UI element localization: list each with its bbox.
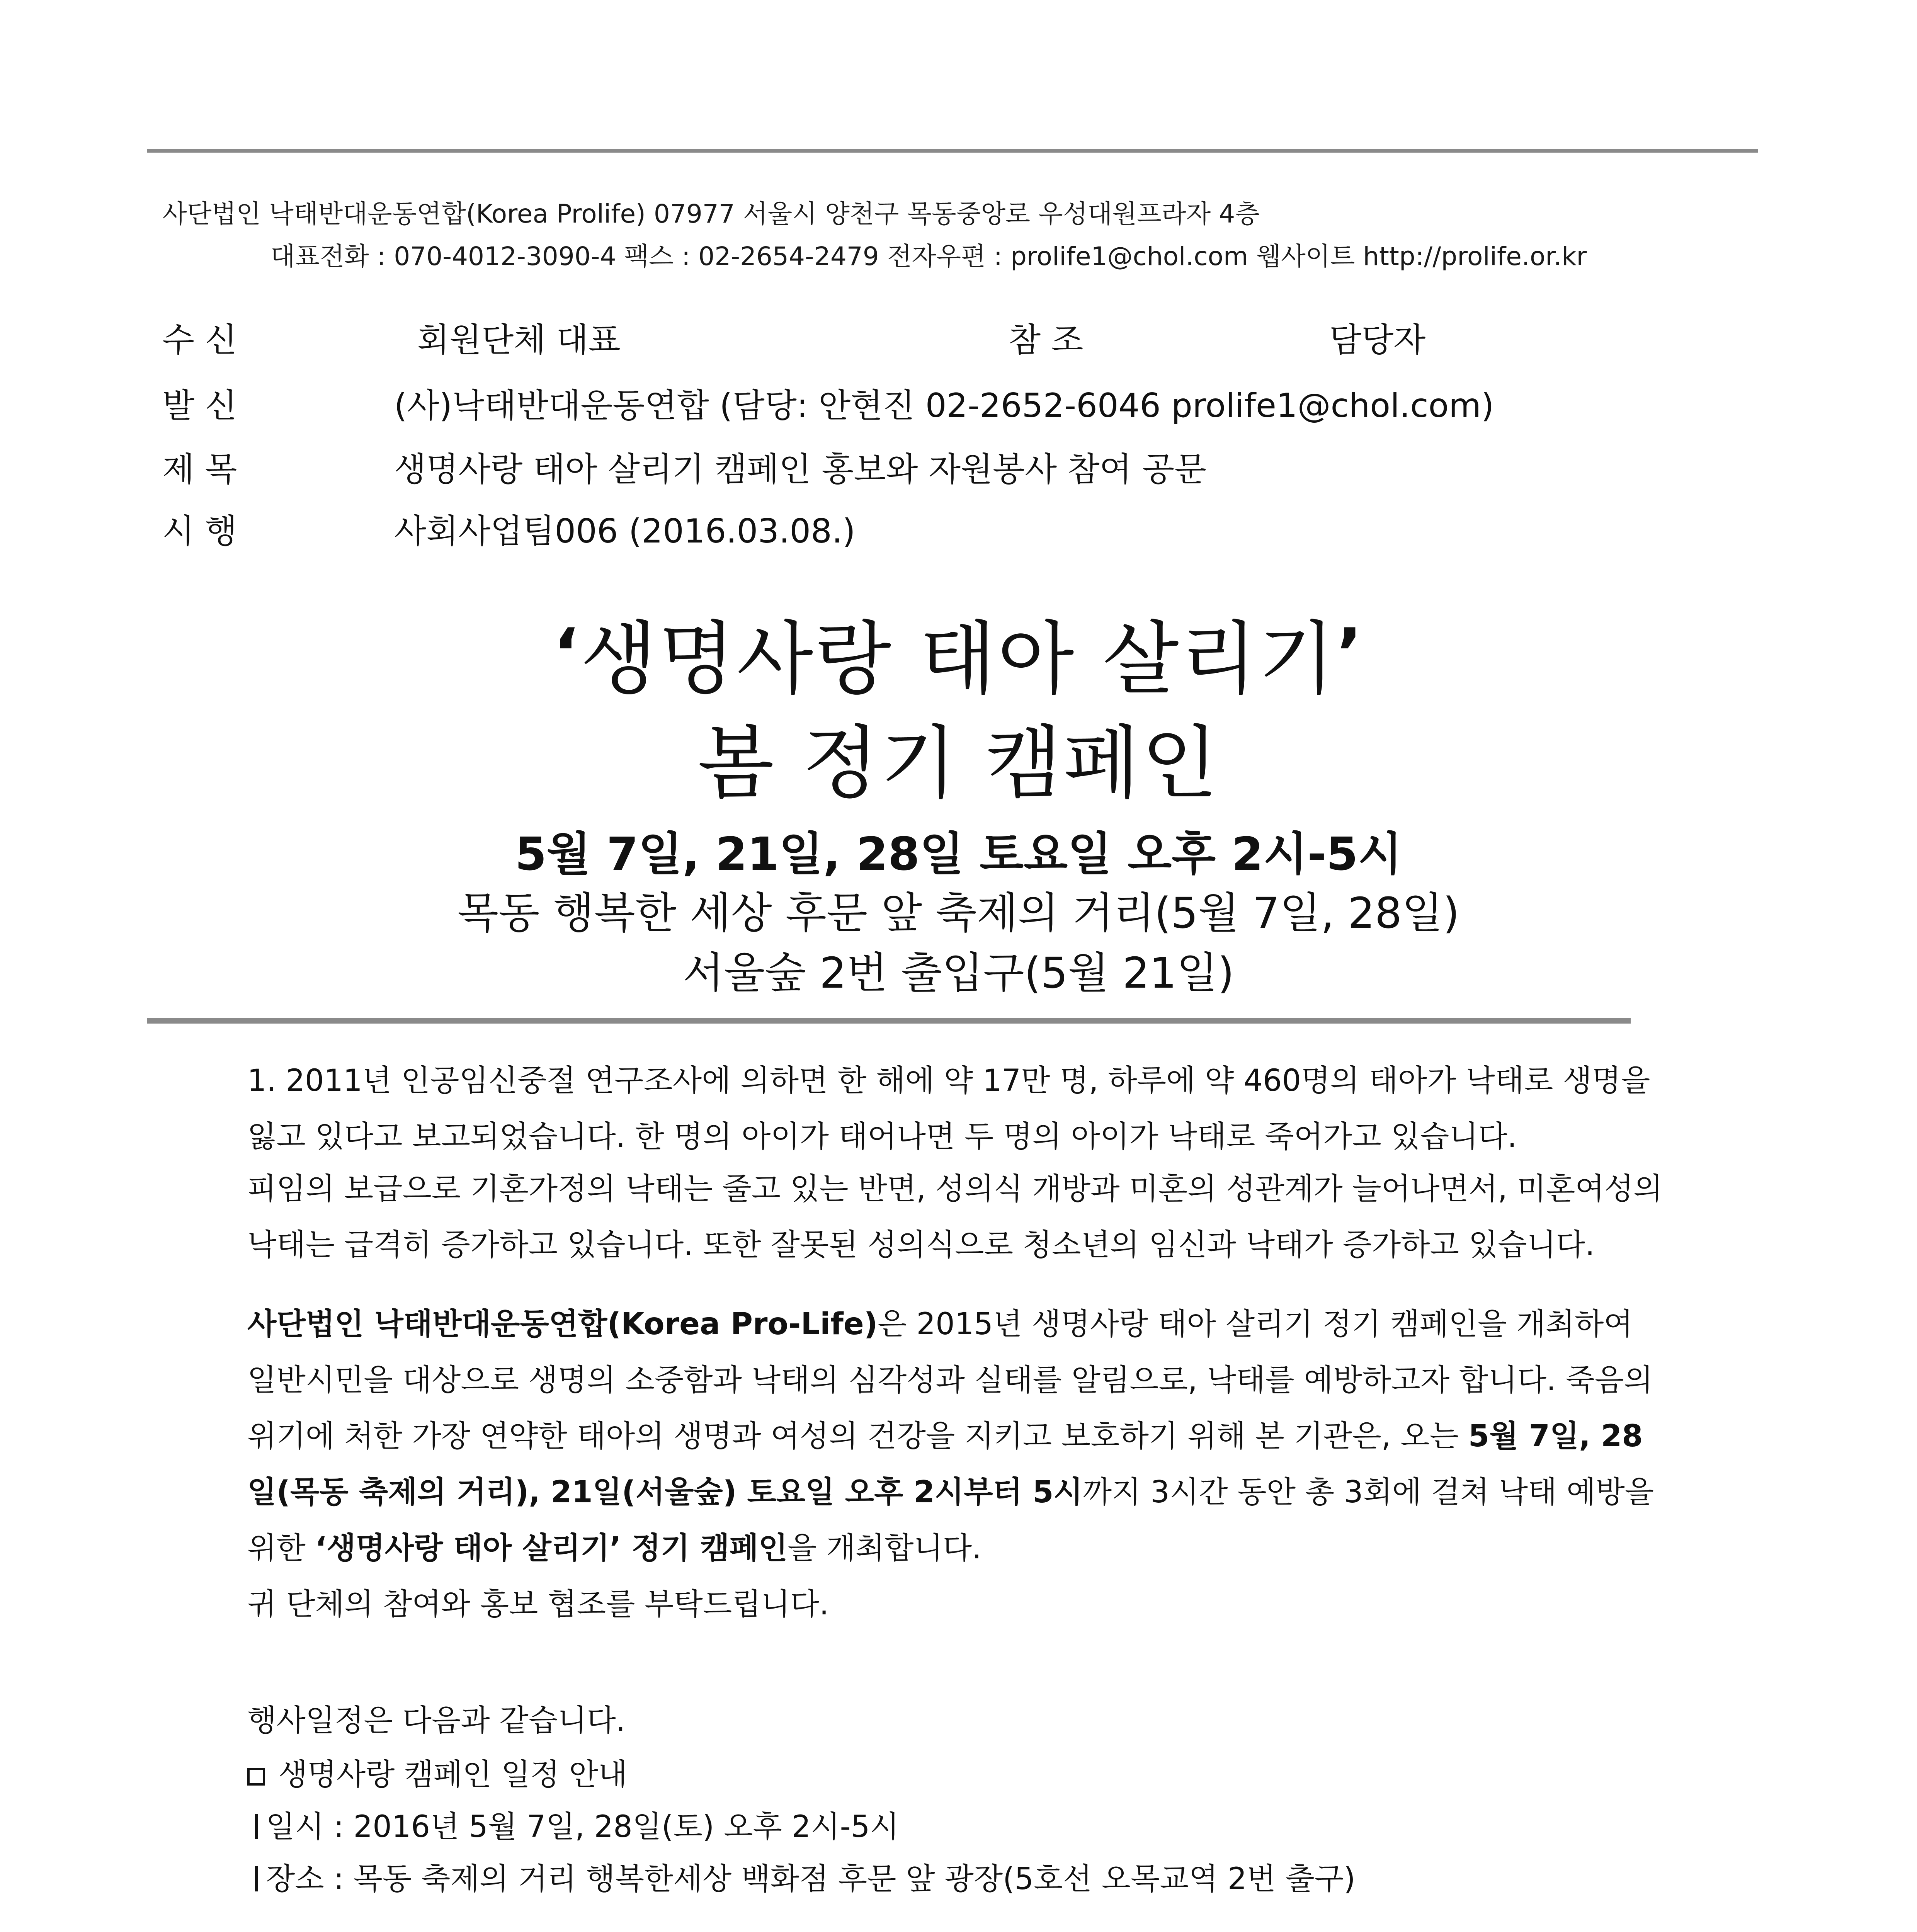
title-line1: 생명사랑 태아 살리기 [580, 613, 1337, 705]
subject-value: 생명사랑 태아 살리기 캠페인 홍보와 자원봉사 참여 공문 [394, 450, 1207, 489]
from-value: (사)낙태반대운동연합 (담당: 안현진 02-2652-6046 prolife1@chol.com) [394, 386, 1494, 425]
ref-label: 참 조 [1009, 321, 1084, 359]
schedule-date-1-text: 일시 : 2016년 5월 7일, 28일(토) 오후 2시-5시 [266, 1810, 899, 1844]
schedule-place-1 [255, 1855, 1356, 1898]
paragraph-3-text-b: 까지 3시간 동안 총 3회에 걸쳐 낙태 예방을 위한 [247, 1475, 1654, 1566]
middle-rule [147, 1018, 1631, 1024]
paragraph-2: 피임의 보급으로 기혼가정의 낙태는 줄고 있는 반면, 성의식 개방과 미혼의 성관계가 늘어나면서, 미혼여성의 낙태는 급격히 증가하고 있습니다. 또한 잘못된 성의식으로 청소년의 임신과 낙태가 증가하고 있습니다. [247, 1172, 1663, 1262]
page-title [0, 595, 1917, 709]
header-to [162, 313, 1708, 359]
issued-label: 시 행 [162, 512, 237, 551]
campaign-dates-bold: 5월 7일, 28일(목동 축제의 거리), 21일(서울숲) 토요일 오후 2시부터 5시 [247, 1419, 1643, 1510]
header-subject [162, 442, 1708, 489]
bar-icon [255, 1866, 258, 1891]
header-from [162, 379, 1708, 425]
paragraph-4: 귀 단체의 참여와 홍보 협조를 부탁드립니다. [247, 1587, 829, 1622]
checkbox-icon [247, 1768, 265, 1786]
subtitle-place1: 목동 행복한 세상 후문 앞 축제의 거리(5월 7일, 28일) [457, 888, 1460, 938]
subtitle-dates: 5월 7일, 21일, 28일 토요일 오후 2시-5시 [515, 827, 1402, 881]
top-rule [147, 149, 1758, 153]
campaign-name-bold: ‘생명사랑 태아 살리기’ 정기 캠페인 [315, 1531, 788, 1566]
subtitle-place2: 서울숲 2번 출입구(5월 21일) [682, 948, 1234, 998]
to-label: 수 신 [162, 321, 237, 359]
paragraph-1: 1. 2011년 인공임신중절 연구조사에 의하면 한 해에 약 17만 명, 하루에 약 460명의 태아가 낙태로 생명을 잃고 있다고 보고되었습니다. 한 명의 아이가 태어나면 두 명의 아이가 낙태로 죽어가고 있습니다. [247, 1063, 1650, 1154]
title-line2: 봄 정기 캠페인 [697, 718, 1220, 810]
ref-value: 담당자 [1329, 321, 1426, 359]
org-address-line: 사단법인 낙태반대운동연합(Korea Prolife) 07977 서울시 양천구 목동중앙로 우성대원프라자 4층 [162, 199, 1260, 229]
org-contact-line: 대표전화 : 070-4012-3090-4 팩스 : 02-2654-2479 전자우편 : prolife1@chol.com 웹사이트 http://prolife.or.kr [270, 242, 1587, 271]
org-name-bold: 사단법인 낙태반대운동연합(Korea Pro-Life) [247, 1307, 878, 1342]
title-open-quote: ‘ [553, 614, 581, 693]
subject-label: 제 목 [162, 450, 237, 489]
to-value: 회원단체 대표 [417, 321, 621, 359]
schedule-heading-text: 생명사랑 캠페인 일정 안내 [278, 1757, 628, 1792]
paragraph-3-text-a: 은 2015년 생명사랑 태아 살리기 정기 캠페인을 개최하여 일반시민을 대상으로 생명의 소중함과 낙태의 심각성과 실태를 알림으로, 낙태를 예방하고자 합니다. 죽음의 위기에 처한 가장 연약한 태아의 생명과 여성의 건강을 지키고 보호하기 위해 본 기관은, 오는 [247, 1307, 1653, 1454]
paragraph-3 [247, 1296, 1669, 1577]
title-close-quote: ’ [1336, 614, 1364, 693]
paragraph-3-text-c: 을 개최합니다. [788, 1531, 981, 1566]
schedule-date-1 [255, 1803, 899, 1846]
bar-icon [255, 1814, 258, 1839]
schedule-intro: 행사일정은 다음과 같습니다. [247, 1703, 626, 1738]
header-issued [162, 504, 1708, 551]
from-label: 발 신 [162, 386, 237, 425]
schedule-heading [247, 1750, 627, 1794]
schedule-place-1-text: 장소 : 목동 축제의 거리 행복한세상 백화점 후문 앞 광장(5호선 오목교역 2번 출구) [266, 1862, 1356, 1896]
issued-value: 사회사업팀006 (2016.03.08.) [394, 512, 856, 551]
